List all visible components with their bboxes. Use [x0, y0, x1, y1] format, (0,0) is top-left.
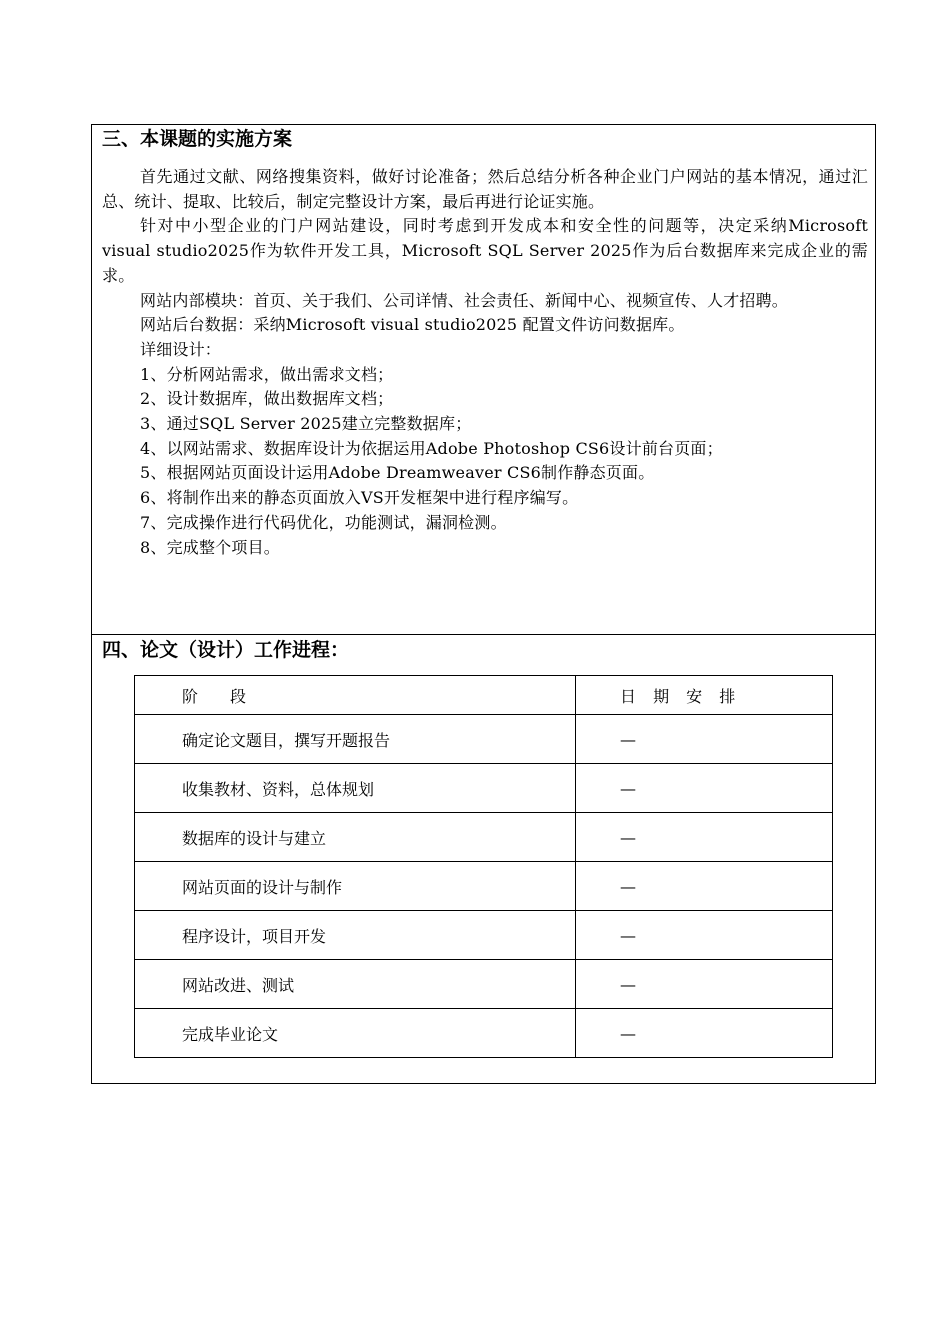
date-cell: — [576, 813, 833, 862]
date-cell: — [576, 715, 833, 764]
paragraph: 首先通过文献、网络搜集资料，做好讨论准备；然后总结分析各种企业门户网站的基本情况，通过汇总、统计、提取、比较后，制定完整设计方案，最后再进行论证实施。 [102, 167, 868, 211]
list-item: 8、完成整个项目。 [140, 537, 280, 557]
list-item: 5、根据网站页面设计运用Adobe Dreamweaver CS6制作静态页面。 [140, 463, 655, 483]
paragraph: 网站内部模块：首页、关于我们、公司详情、社会责任、新闻中心、视频宣传、人才招聘。 [140, 290, 789, 310]
stage-cell: 确定论文题目，撰写开题报告 [135, 715, 576, 764]
stage-column-header: 阶 段 [135, 676, 576, 715]
stage-cell: 收集教材、资料，总体规划 [135, 764, 576, 813]
list-item: 3、通过SQL Server 2025建立完整数据库； [140, 414, 472, 434]
detail-label: 详细设计： [140, 339, 222, 359]
work-progress-section [92, 635, 875, 1083]
section-heading: 四、论文（设计）工作进程： [102, 639, 350, 661]
table-row [135, 911, 833, 960]
table-row [135, 764, 833, 813]
section-body [102, 165, 868, 560]
stage-cell: 完成毕业论文 [135, 1009, 576, 1058]
date-cell: — [576, 960, 833, 1009]
stage-cell: 网站页面的设计与制作 [135, 862, 576, 911]
table-row [135, 1009, 833, 1058]
stage-cell: 数据库的设计与建立 [135, 813, 576, 862]
stage-cell: 程序设计，项目开发 [135, 911, 576, 960]
table-row [135, 813, 833, 862]
list-item: 7、完成操作进行代码优化，功能测试，漏洞检测。 [140, 512, 507, 532]
date-cell: — [576, 862, 833, 911]
date-cell: — [576, 1009, 833, 1058]
schedule-table [134, 675, 833, 1058]
list-item: 1、分析网站需求，做出需求文档； [140, 364, 394, 384]
paragraph: 网站后台数据：采纳Microsoft visual studio2025 配置文件访问数据库。 [140, 315, 685, 335]
table-row [135, 715, 833, 764]
date-column-header: 日 期 安 排 [576, 676, 833, 715]
list-item: 4、以网站需求、数据库设计为依据运用Adobe Photoshop CS6设计前台页面； [140, 438, 723, 458]
table-row [135, 862, 833, 911]
table-header-row [135, 676, 833, 715]
stage-cell: 网站改进、测试 [135, 960, 576, 1009]
implementation-plan-section [92, 125, 875, 635]
paragraph: 针对中小型企业的门户网站建设，同时考虑到开发成本和安全性的问题等，决定采纳Microsoft visual studio2025作为软件开发工具，Microsoft SQL Server 2025作为后台数据库来完成企业的需求。 [102, 216, 868, 285]
date-cell: — [576, 764, 833, 813]
document-frame [91, 124, 876, 1084]
list-item: 2、设计数据库，做出数据库文档； [140, 389, 394, 409]
section-heading: 三、本课题的实施方案 [102, 128, 293, 150]
date-cell: — [576, 911, 833, 960]
table-row [135, 960, 833, 1009]
list-item: 6、将制作出来的静态页面放入VS开发框架中进行程序编写。 [140, 488, 579, 508]
